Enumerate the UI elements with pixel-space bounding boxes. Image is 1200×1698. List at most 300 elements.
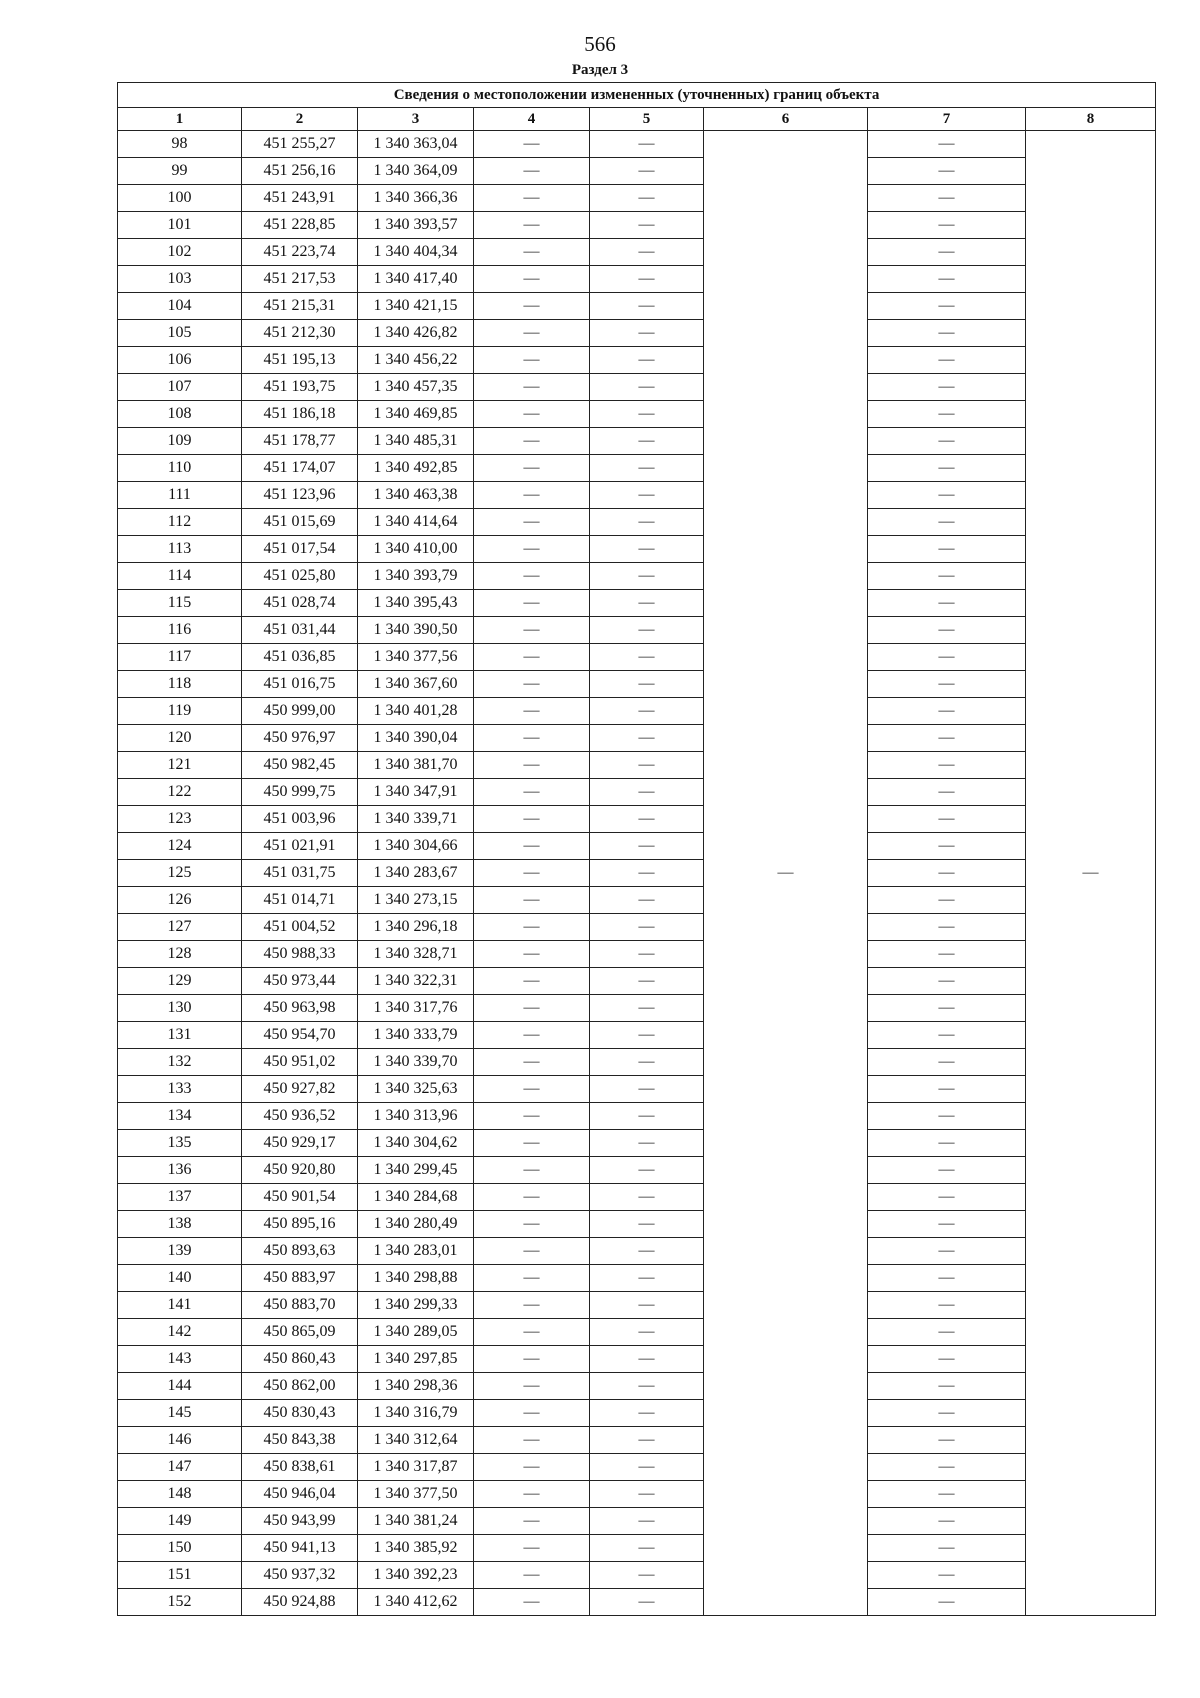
point-number-cell: 123	[118, 806, 242, 833]
table-row	[118, 779, 1156, 806]
column-header-row	[118, 108, 1156, 131]
column-4-cell: —	[474, 671, 590, 698]
y-coordinate-cell: 1 340 325,63	[358, 1076, 474, 1103]
column-4-cell: —	[474, 428, 590, 455]
column-4-cell: —	[474, 1346, 590, 1373]
point-number-cell: 113	[118, 536, 242, 563]
column-header: 1	[118, 108, 242, 131]
x-coordinate-cell: 451 014,71	[242, 887, 358, 914]
column-4-cell: —	[474, 509, 590, 536]
point-number-cell: 148	[118, 1481, 242, 1508]
point-number-cell: 139	[118, 1238, 242, 1265]
x-coordinate-cell: 451 228,85	[242, 212, 358, 239]
table-row	[118, 1292, 1156, 1319]
column-7-cell: —	[868, 1373, 1026, 1400]
column-5-cell: —	[590, 1076, 704, 1103]
column-4-cell: —	[474, 995, 590, 1022]
boundary-coordinates-table	[117, 82, 1156, 1616]
column-4-cell: —	[474, 968, 590, 995]
x-coordinate-cell: 450 927,82	[242, 1076, 358, 1103]
point-number-cell: 118	[118, 671, 242, 698]
column-7-cell: —	[868, 1589, 1026, 1616]
column-7-cell: —	[868, 1103, 1026, 1130]
x-coordinate-cell: 451 025,80	[242, 563, 358, 590]
column-7-cell: —	[868, 1049, 1026, 1076]
x-coordinate-cell: 451 021,91	[242, 833, 358, 860]
column-5-cell: —	[590, 509, 704, 536]
table-row	[118, 725, 1156, 752]
column-4-cell: —	[474, 1265, 590, 1292]
column-5-cell: —	[590, 779, 704, 806]
point-number-cell: 114	[118, 563, 242, 590]
point-number-cell: 105	[118, 320, 242, 347]
column-4-cell: —	[474, 617, 590, 644]
y-coordinate-cell: 1 340 401,28	[358, 698, 474, 725]
x-coordinate-cell: 450 976,97	[242, 725, 358, 752]
column-5-cell: —	[590, 725, 704, 752]
x-coordinate-cell: 450 860,43	[242, 1346, 358, 1373]
column-5-cell: —	[590, 401, 704, 428]
x-coordinate-cell: 450 943,99	[242, 1508, 358, 1535]
point-number-cell: 103	[118, 266, 242, 293]
column-8-merged-cell: —	[1026, 131, 1156, 1616]
column-5-cell: —	[590, 914, 704, 941]
column-4-cell: —	[474, 1049, 590, 1076]
point-number-cell: 127	[118, 914, 242, 941]
y-coordinate-cell: 1 340 367,60	[358, 671, 474, 698]
point-number-cell: 124	[118, 833, 242, 860]
x-coordinate-cell: 451 255,27	[242, 131, 358, 158]
y-coordinate-cell: 1 340 417,40	[358, 266, 474, 293]
column-7-cell: —	[868, 1562, 1026, 1589]
column-7-cell: —	[868, 1508, 1026, 1535]
point-number-cell: 135	[118, 1130, 242, 1157]
y-coordinate-cell: 1 340 298,36	[358, 1373, 474, 1400]
table-row	[118, 860, 1156, 887]
y-coordinate-cell: 1 340 463,38	[358, 482, 474, 509]
y-coordinate-cell: 1 340 313,96	[358, 1103, 474, 1130]
point-number-cell: 130	[118, 995, 242, 1022]
point-number-cell: 102	[118, 239, 242, 266]
column-7-cell: —	[868, 1184, 1026, 1211]
column-4-cell: —	[474, 185, 590, 212]
y-coordinate-cell: 1 340 299,45	[358, 1157, 474, 1184]
column-4-cell: —	[474, 941, 590, 968]
point-number-cell: 108	[118, 401, 242, 428]
column-5-cell: —	[590, 1535, 704, 1562]
column-7-cell: —	[868, 644, 1026, 671]
y-coordinate-cell: 1 340 280,49	[358, 1211, 474, 1238]
column-4-cell: —	[474, 158, 590, 185]
x-coordinate-cell: 450 883,97	[242, 1265, 358, 1292]
table-row	[118, 1238, 1156, 1265]
column-5-cell: —	[590, 158, 704, 185]
x-coordinate-cell: 451 217,53	[242, 266, 358, 293]
table-row	[118, 1211, 1156, 1238]
column-7-cell: —	[868, 1535, 1026, 1562]
point-number-cell: 150	[118, 1535, 242, 1562]
column-7-cell: —	[868, 266, 1026, 293]
table-row	[118, 1454, 1156, 1481]
y-coordinate-cell: 1 340 317,76	[358, 995, 474, 1022]
column-4-cell: —	[474, 779, 590, 806]
x-coordinate-cell: 450 893,63	[242, 1238, 358, 1265]
point-number-cell: 116	[118, 617, 242, 644]
x-coordinate-cell: 451 123,96	[242, 482, 358, 509]
column-7-cell: —	[868, 1076, 1026, 1103]
table-row	[118, 1562, 1156, 1589]
point-number-cell: 120	[118, 725, 242, 752]
column-7-cell: —	[868, 590, 1026, 617]
column-5-cell: —	[590, 1454, 704, 1481]
table-row	[118, 1535, 1156, 1562]
table-caption: Сведения о местоположении измененных (уточненных) границ объекта	[118, 83, 1156, 108]
x-coordinate-cell: 451 015,69	[242, 509, 358, 536]
point-number-cell: 137	[118, 1184, 242, 1211]
point-number-cell: 101	[118, 212, 242, 239]
column-7-cell: —	[868, 401, 1026, 428]
column-5-cell: —	[590, 1238, 704, 1265]
point-number-cell: 121	[118, 752, 242, 779]
column-5-cell: —	[590, 455, 704, 482]
point-number-cell: 128	[118, 941, 242, 968]
column-5-cell: —	[590, 752, 704, 779]
y-coordinate-cell: 1 340 304,66	[358, 833, 474, 860]
column-4-cell: —	[474, 482, 590, 509]
column-5-cell: —	[590, 428, 704, 455]
point-number-cell: 138	[118, 1211, 242, 1238]
y-coordinate-cell: 1 340 312,64	[358, 1427, 474, 1454]
table-row	[118, 239, 1156, 266]
x-coordinate-cell: 450 999,75	[242, 779, 358, 806]
y-coordinate-cell: 1 340 412,62	[358, 1589, 474, 1616]
column-4-cell: —	[474, 752, 590, 779]
column-7-cell: —	[868, 455, 1026, 482]
column-4-cell: —	[474, 1022, 590, 1049]
column-4-cell: —	[474, 563, 590, 590]
x-coordinate-cell: 450 924,88	[242, 1589, 358, 1616]
y-coordinate-cell: 1 340 289,05	[358, 1319, 474, 1346]
table-body	[118, 131, 1156, 1616]
y-coordinate-cell: 1 340 283,01	[358, 1238, 474, 1265]
column-4-cell: —	[474, 401, 590, 428]
y-coordinate-cell: 1 340 381,70	[358, 752, 474, 779]
point-number-cell: 134	[118, 1103, 242, 1130]
y-coordinate-cell: 1 340 363,04	[358, 131, 474, 158]
x-coordinate-cell: 450 954,70	[242, 1022, 358, 1049]
section-title: Раздел 3	[571, 62, 629, 78]
column-5-cell: —	[590, 239, 704, 266]
column-5-cell: —	[590, 1373, 704, 1400]
column-7-cell: —	[868, 563, 1026, 590]
y-coordinate-cell: 1 340 381,24	[358, 1508, 474, 1535]
column-7-cell: —	[868, 887, 1026, 914]
column-5-cell: —	[590, 536, 704, 563]
x-coordinate-cell: 450 982,45	[242, 752, 358, 779]
column-7-cell: —	[868, 806, 1026, 833]
x-coordinate-cell: 450 862,00	[242, 1373, 358, 1400]
column-header: 3	[358, 108, 474, 131]
column-5-cell: —	[590, 1589, 704, 1616]
x-coordinate-cell: 451 016,75	[242, 671, 358, 698]
column-4-cell: —	[474, 1373, 590, 1400]
table-row	[118, 509, 1156, 536]
table-row	[118, 158, 1156, 185]
column-7-cell: —	[868, 374, 1026, 401]
table-row	[118, 617, 1156, 644]
column-4-cell: —	[474, 212, 590, 239]
column-5-cell: —	[590, 833, 704, 860]
column-4-cell: —	[474, 1292, 590, 1319]
x-coordinate-cell: 450 963,98	[242, 995, 358, 1022]
column-4-cell: —	[474, 239, 590, 266]
table-row	[118, 1508, 1156, 1535]
table-row	[118, 833, 1156, 860]
point-number-cell: 140	[118, 1265, 242, 1292]
column-7-cell: —	[868, 1022, 1026, 1049]
column-7-cell: —	[868, 1265, 1026, 1292]
column-7-cell: —	[868, 1481, 1026, 1508]
column-4-cell: —	[474, 1427, 590, 1454]
table-row	[118, 698, 1156, 725]
column-7-cell: —	[868, 347, 1026, 374]
x-coordinate-cell: 450 865,09	[242, 1319, 358, 1346]
y-coordinate-cell: 1 340 298,88	[358, 1265, 474, 1292]
column-header: 7	[868, 108, 1026, 131]
x-coordinate-cell: 450 999,00	[242, 698, 358, 725]
table-row	[118, 1049, 1156, 1076]
column-7-cell: —	[868, 536, 1026, 563]
column-5-cell: —	[590, 1049, 704, 1076]
column-5-cell: —	[590, 1400, 704, 1427]
column-7-cell: —	[868, 1427, 1026, 1454]
y-coordinate-cell: 1 340 347,91	[358, 779, 474, 806]
column-7-cell: —	[868, 509, 1026, 536]
column-7-cell: —	[868, 1346, 1026, 1373]
point-number-cell: 143	[118, 1346, 242, 1373]
x-coordinate-cell: 450 973,44	[242, 968, 358, 995]
column-5-cell: —	[590, 482, 704, 509]
column-4-cell: —	[474, 1400, 590, 1427]
column-7-cell: —	[868, 860, 1026, 887]
y-coordinate-cell: 1 340 426,82	[358, 320, 474, 347]
point-number-cell: 125	[118, 860, 242, 887]
column-4-cell: —	[474, 887, 590, 914]
column-4-cell: —	[474, 833, 590, 860]
x-coordinate-cell: 450 929,17	[242, 1130, 358, 1157]
table-row	[118, 1319, 1156, 1346]
column-5-cell: —	[590, 1022, 704, 1049]
table-row	[118, 590, 1156, 617]
point-number-cell: 115	[118, 590, 242, 617]
column-5-cell: —	[590, 644, 704, 671]
table-row	[118, 1265, 1156, 1292]
y-coordinate-cell: 1 340 284,68	[358, 1184, 474, 1211]
column-5-cell: —	[590, 698, 704, 725]
x-coordinate-cell: 450 941,13	[242, 1535, 358, 1562]
column-5-cell: —	[590, 995, 704, 1022]
column-5-cell: —	[590, 887, 704, 914]
y-coordinate-cell: 1 340 364,09	[358, 158, 474, 185]
page-number: 566	[584, 32, 616, 56]
table-row	[118, 1184, 1156, 1211]
column-4-cell: —	[474, 1076, 590, 1103]
column-7-cell: —	[868, 1292, 1026, 1319]
column-4-cell: —	[474, 1211, 590, 1238]
x-coordinate-cell: 450 838,61	[242, 1454, 358, 1481]
x-coordinate-cell: 450 988,33	[242, 941, 358, 968]
point-number-cell: 100	[118, 185, 242, 212]
x-coordinate-cell: 451 174,07	[242, 455, 358, 482]
column-4-cell: —	[474, 374, 590, 401]
point-number-cell: 98	[118, 131, 242, 158]
point-number-cell: 110	[118, 455, 242, 482]
column-5-cell: —	[590, 1427, 704, 1454]
y-coordinate-cell: 1 340 283,67	[358, 860, 474, 887]
table-row	[118, 671, 1156, 698]
column-7-cell: —	[868, 293, 1026, 320]
column-5-cell: —	[590, 131, 704, 158]
y-coordinate-cell: 1 340 296,18	[358, 914, 474, 941]
column-4-cell: —	[474, 455, 590, 482]
y-coordinate-cell: 1 340 469,85	[358, 401, 474, 428]
table-row	[118, 428, 1156, 455]
point-number-cell: 109	[118, 428, 242, 455]
column-7-cell: —	[868, 212, 1026, 239]
column-header: 6	[704, 108, 868, 131]
point-number-cell: 112	[118, 509, 242, 536]
point-number-cell: 119	[118, 698, 242, 725]
y-coordinate-cell: 1 340 299,33	[358, 1292, 474, 1319]
column-7-cell: —	[868, 482, 1026, 509]
column-5-cell: —	[590, 320, 704, 347]
x-coordinate-cell: 451 215,31	[242, 293, 358, 320]
point-number-cell: 145	[118, 1400, 242, 1427]
table-row	[118, 1373, 1156, 1400]
x-coordinate-cell: 451 036,85	[242, 644, 358, 671]
column-4-cell: —	[474, 1130, 590, 1157]
column-4-cell: —	[474, 860, 590, 887]
y-coordinate-cell: 1 340 366,36	[358, 185, 474, 212]
column-5-cell: —	[590, 212, 704, 239]
column-7-cell: —	[868, 617, 1026, 644]
table-row	[118, 563, 1156, 590]
column-4-cell: —	[474, 1454, 590, 1481]
point-number-cell: 141	[118, 1292, 242, 1319]
table-row	[118, 1589, 1156, 1616]
column-7-cell: —	[868, 131, 1026, 158]
y-coordinate-cell: 1 340 273,15	[358, 887, 474, 914]
column-5-cell: —	[590, 617, 704, 644]
column-5-cell: —	[590, 1292, 704, 1319]
table-row	[118, 1400, 1156, 1427]
column-header: 2	[242, 108, 358, 131]
column-7-cell: —	[868, 1157, 1026, 1184]
table-row	[118, 536, 1156, 563]
y-coordinate-cell: 1 340 395,43	[358, 590, 474, 617]
table-row	[118, 320, 1156, 347]
column-5-cell: —	[590, 347, 704, 374]
point-number-cell: 126	[118, 887, 242, 914]
column-5-cell: —	[590, 1130, 704, 1157]
x-coordinate-cell: 450 883,70	[242, 1292, 358, 1319]
column-7-cell: —	[868, 752, 1026, 779]
point-number-cell: 136	[118, 1157, 242, 1184]
column-7-cell: —	[868, 428, 1026, 455]
x-coordinate-cell: 450 843,38	[242, 1427, 358, 1454]
column-4-cell: —	[474, 698, 590, 725]
y-coordinate-cell: 1 340 392,23	[358, 1562, 474, 1589]
x-coordinate-cell: 451 256,16	[242, 158, 358, 185]
column-7-cell: —	[868, 239, 1026, 266]
column-6-merged-cell: —	[704, 131, 868, 1616]
table-row	[118, 968, 1156, 995]
column-5-cell: —	[590, 1265, 704, 1292]
column-4-cell: —	[474, 1184, 590, 1211]
column-7-cell: —	[868, 320, 1026, 347]
column-header: 8	[1026, 108, 1156, 131]
column-7-cell: —	[868, 833, 1026, 860]
column-7-cell: —	[868, 914, 1026, 941]
point-number-cell: 149	[118, 1508, 242, 1535]
column-7-cell: —	[868, 671, 1026, 698]
column-5-cell: —	[590, 1346, 704, 1373]
y-coordinate-cell: 1 340 339,71	[358, 806, 474, 833]
column-7-cell: —	[868, 779, 1026, 806]
x-coordinate-cell: 450 937,32	[242, 1562, 358, 1589]
column-4-cell: —	[474, 536, 590, 563]
x-coordinate-cell: 450 946,04	[242, 1481, 358, 1508]
y-coordinate-cell: 1 340 385,92	[358, 1535, 474, 1562]
y-coordinate-cell: 1 340 333,79	[358, 1022, 474, 1049]
column-7-cell: —	[868, 1454, 1026, 1481]
column-5-cell: —	[590, 293, 704, 320]
column-7-cell: —	[868, 995, 1026, 1022]
point-number-cell: 99	[118, 158, 242, 185]
point-number-cell: 147	[118, 1454, 242, 1481]
table-row	[118, 995, 1156, 1022]
table-row	[118, 1157, 1156, 1184]
y-coordinate-cell: 1 340 297,85	[358, 1346, 474, 1373]
table-row	[118, 1346, 1156, 1373]
column-4-cell: —	[474, 1481, 590, 1508]
column-4-cell: —	[474, 1319, 590, 1346]
table-row	[118, 887, 1156, 914]
table-row	[118, 266, 1156, 293]
y-coordinate-cell: 1 340 393,79	[358, 563, 474, 590]
table-row	[118, 347, 1156, 374]
column-4-cell: —	[474, 1508, 590, 1535]
y-coordinate-cell: 1 340 410,00	[358, 536, 474, 563]
table-row	[118, 752, 1156, 779]
column-4-cell: —	[474, 1103, 590, 1130]
column-7-cell: —	[868, 1130, 1026, 1157]
table-row	[118, 293, 1156, 320]
y-coordinate-cell: 1 340 377,56	[358, 644, 474, 671]
column-5-cell: —	[590, 1157, 704, 1184]
table-row	[118, 1481, 1156, 1508]
table-row	[118, 1130, 1156, 1157]
x-coordinate-cell: 450 830,43	[242, 1400, 358, 1427]
column-7-cell: —	[868, 158, 1026, 185]
column-4-cell: —	[474, 131, 590, 158]
column-4-cell: —	[474, 644, 590, 671]
x-coordinate-cell: 451 031,75	[242, 860, 358, 887]
point-number-cell: 151	[118, 1562, 242, 1589]
column-4-cell: —	[474, 293, 590, 320]
column-header: 5	[590, 108, 704, 131]
x-coordinate-cell: 451 195,13	[242, 347, 358, 374]
